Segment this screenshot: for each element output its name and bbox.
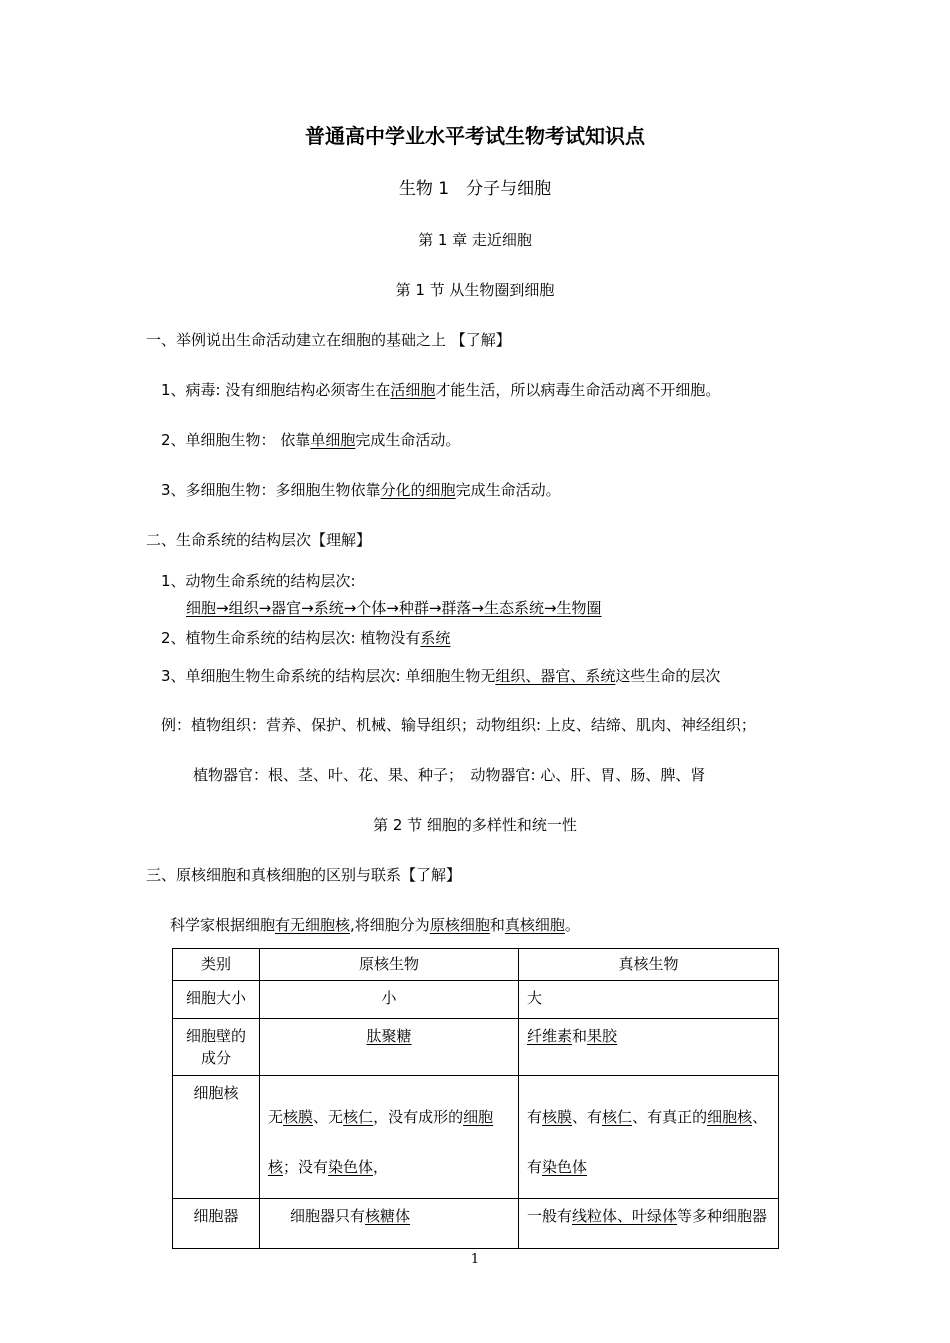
part3-intro: 科学家根据细胞有无细胞核,将细胞分为原核细胞和真核细胞。 [170, 916, 580, 934]
part1-heading: 一、举例说出生命活动建立在细胞的基础之上 【了解】 [146, 331, 511, 349]
underlined-term: 系统 [420, 629, 451, 647]
part2-item-1-chain [186, 598, 602, 618]
prokaryote-cell: 无核膜、无核仁，没有成形的细胞核；没有染色体， [260, 1076, 519, 1199]
table-header-cell: 原核生物 [260, 949, 519, 981]
eukaryote-cell: 一般有线粒体、叶绿体等多种细胞器 [519, 1199, 779, 1249]
underlined-term: 原核细胞 [429, 916, 490, 934]
section-heading-2: 第 2 节 细胞的多样性和统一性 [373, 816, 577, 834]
document-subtitle: 生物 1 分子与细胞 [398, 179, 552, 199]
underlined-term: 单细胞 [310, 431, 356, 449]
table-row [173, 1076, 779, 1199]
row-label: 细胞壁的成分 [173, 1019, 260, 1076]
eukaryote-cell: 有核膜、有核仁、有真正的细胞核、有染色体 [519, 1076, 779, 1199]
part2-item-1-label: 1、动物生命系统的结构层次: [161, 572, 356, 590]
part2-item-3: 3、单细胞生物生命系统的结构层次: 单细胞生物无组织、器官、系统这些生命的层次 [161, 667, 721, 685]
row-label: 细胞核 [173, 1076, 260, 1199]
prokaryote-cell: 细胞器只有核糖体 [260, 1199, 519, 1249]
table-header-cell: 类别 [173, 949, 260, 981]
part2-example-1: 例：植物组织：营养、保护、机械、输导组织；动物组织: 上皮、结缔、肌肉、神经组织； [161, 716, 756, 734]
underlined-term: 真核细胞 [504, 916, 565, 934]
row-label: 细胞大小 [173, 981, 260, 1019]
underlined-term: 有无细胞核 [275, 916, 351, 934]
prokaryote-cell: 肽聚糖 [260, 1019, 519, 1076]
part3-heading: 三、原核细胞和真核细胞的区别与联系【了解】 [146, 866, 462, 884]
table-header-cell: 真核生物 [519, 949, 779, 981]
part1-item-2: 2、单细胞生物： 依靠单细胞完成生命活动。 [161, 431, 461, 449]
underlined-term: 分化的细胞 [380, 481, 456, 499]
part1-item-3: 3、多细胞生物：多细胞生物依靠分化的细胞完成生命活动。 [161, 481, 561, 499]
document-title: 普通高中学业水平考试生物考试知识点 [305, 124, 645, 148]
row-label: 细胞器 [173, 1199, 260, 1249]
underlined-term: 组织、器官、系统 [495, 667, 616, 685]
page-number: 1 [470, 1252, 480, 1267]
table-row [173, 1199, 779, 1249]
underlined-term: 活细胞 [390, 381, 436, 399]
part2-example-2: 植物器官：根、茎、叶、花、果、种子； 动物器官: 心、肝、胃、肠、脾、肾 [193, 766, 706, 784]
section-heading-1: 第 1 节 从生物圈到细胞 [395, 281, 555, 299]
prokaryote-cell: 小 [260, 981, 519, 1019]
chapter-heading: 第 1 章 走近细胞 [418, 231, 532, 249]
table-header-row [173, 949, 779, 981]
table-row [173, 1019, 779, 1076]
underlined-term: 细胞→组织→器官→系统→个体→种群→群落→生态系统→生物圈 [186, 599, 602, 617]
eukaryote-cell: 纤维素和果胶 [519, 1019, 779, 1076]
part2-item-2: 2、植物生命系统的结构层次: 植物没有系统 [161, 629, 451, 647]
eukaryote-cell: 大 [519, 981, 779, 1019]
part1-item-1: 1、病毒: 没有细胞结构必须寄生在活细胞才能生活，所以病毒生命活动离不开细胞。 [161, 381, 721, 399]
part2-heading: 二、生命系统的结构层次【理解】 [146, 531, 372, 549]
comparison-table [172, 948, 779, 1249]
table-row [173, 981, 779, 1019]
